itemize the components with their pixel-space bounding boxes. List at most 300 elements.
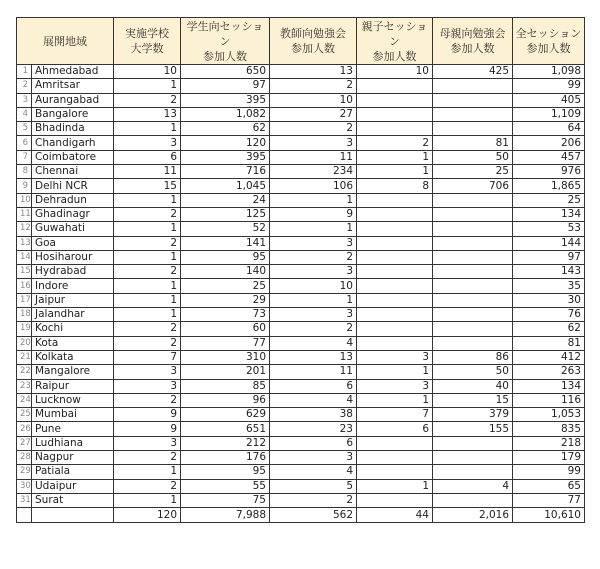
row-number: 21 — [17, 350, 32, 364]
total-sessions-cell: 30 — [513, 293, 585, 307]
total-sessions-cell: 405 — [513, 93, 585, 107]
header-mother-sessions — [433, 18, 513, 65]
schools-cell: 7 — [114, 350, 181, 364]
total-sessions-cell: 53 — [513, 222, 585, 236]
region-cell: Jalandhar — [32, 308, 114, 322]
table-row — [17, 193, 585, 207]
mother-sessions-cell — [433, 293, 513, 307]
student-sessions-cell: 212 — [181, 436, 270, 450]
teacher-sessions-cell: 3 — [270, 308, 357, 322]
row-number: 26 — [17, 422, 32, 436]
schools-cell: 1 — [114, 122, 181, 136]
table-row — [17, 308, 585, 322]
student-sessions-cell: 716 — [181, 165, 270, 179]
parent-child-sessions-cell — [357, 93, 433, 107]
total-sessions-cell: 77 — [513, 493, 585, 507]
region-cell: Pune — [32, 422, 114, 436]
parent-child-sessions-cell — [357, 308, 433, 322]
row-number: 15 — [17, 265, 32, 279]
row-number: 16 — [17, 279, 32, 293]
student-sessions-cell: 7,988 — [181, 508, 270, 523]
teacher-sessions-cell: 1 — [270, 193, 357, 207]
row-number: 29 — [17, 465, 32, 479]
header-line: 参加人数 — [291, 42, 335, 55]
total-sessions-cell: 134 — [513, 207, 585, 221]
schools-cell: 13 — [114, 107, 181, 121]
mother-sessions-cell — [433, 250, 513, 264]
mother-sessions-cell — [433, 493, 513, 507]
student-sessions-cell: 310 — [181, 350, 270, 364]
schools-cell: 1 — [114, 193, 181, 207]
mother-sessions-cell — [433, 193, 513, 207]
region-cell: Kolkata — [32, 350, 114, 364]
schools-cell: 1 — [114, 250, 181, 264]
region-cell: Jaipur — [32, 293, 114, 307]
mother-sessions-cell — [433, 308, 513, 322]
total-sessions-cell: 10,610 — [513, 508, 585, 523]
mother-sessions-cell: 50 — [433, 365, 513, 379]
table-row — [17, 222, 585, 236]
parent-child-sessions-cell — [357, 322, 433, 336]
schools-cell: 3 — [114, 379, 181, 393]
schools-cell: 9 — [114, 422, 181, 436]
region-cell: Patiala — [32, 465, 114, 479]
row-number: 31 — [17, 493, 32, 507]
student-sessions-cell: 1,082 — [181, 107, 270, 121]
region-cell: Amritsar — [32, 79, 114, 93]
teacher-sessions-cell: 11 — [270, 150, 357, 164]
total-sessions-cell: 1,865 — [513, 179, 585, 193]
mother-sessions-cell: 40 — [433, 379, 513, 393]
mother-sessions-cell: 50 — [433, 150, 513, 164]
region-cell — [32, 508, 114, 523]
parent-child-sessions-cell — [357, 207, 433, 221]
region-cell: Goa — [32, 236, 114, 250]
schools-cell: 2 — [114, 393, 181, 407]
parent-child-sessions-cell — [357, 193, 433, 207]
region-cell: Bhadinda — [32, 122, 114, 136]
student-sessions-cell: 25 — [181, 279, 270, 293]
parent-child-sessions-cell — [357, 265, 433, 279]
total-sessions-cell: 1,109 — [513, 107, 585, 121]
total-sessions-cell: 206 — [513, 136, 585, 150]
mother-sessions-cell — [433, 336, 513, 350]
region-cell: Kochi — [32, 322, 114, 336]
header-line: 展開地域 — [43, 34, 87, 48]
table-row — [17, 236, 585, 250]
mother-sessions-cell: 2,016 — [433, 508, 513, 523]
teacher-sessions-cell: 562 — [270, 508, 357, 523]
parent-child-sessions-cell — [357, 336, 433, 350]
student-sessions-cell: 85 — [181, 379, 270, 393]
total-sessions-cell: 412 — [513, 350, 585, 364]
total-sessions-cell: 64 — [513, 122, 585, 136]
row-number: 24 — [17, 393, 32, 407]
parent-child-sessions-cell — [357, 107, 433, 121]
schools-cell: 3 — [114, 436, 181, 450]
teacher-sessions-cell: 4 — [270, 336, 357, 350]
student-sessions-cell: 73 — [181, 308, 270, 322]
parent-child-sessions-cell — [357, 451, 433, 465]
header-schools — [114, 18, 181, 65]
parent-child-sessions-cell — [357, 293, 433, 307]
parent-child-sessions-cell: 3 — [357, 379, 433, 393]
table-row — [17, 451, 585, 465]
region-cell: Dehradun — [32, 193, 114, 207]
region-cell: Ghadinagr — [32, 207, 114, 221]
teacher-sessions-cell: 106 — [270, 179, 357, 193]
teacher-sessions-cell: 9 — [270, 207, 357, 221]
parent-child-sessions-cell: 1 — [357, 365, 433, 379]
row-number: 7 — [17, 150, 32, 164]
teacher-sessions-cell: 2 — [270, 250, 357, 264]
student-sessions-cell: 651 — [181, 422, 270, 436]
mother-sessions-cell — [433, 279, 513, 293]
mother-sessions-cell — [433, 222, 513, 236]
mother-sessions-cell: 15 — [433, 393, 513, 407]
student-sessions-cell: 120 — [181, 136, 270, 150]
schools-cell: 120 — [114, 508, 181, 523]
parent-child-sessions-cell — [357, 465, 433, 479]
row-number: 25 — [17, 408, 32, 422]
header-line: 大学数 — [130, 42, 164, 55]
schools-cell: 2 — [114, 479, 181, 493]
mother-sessions-cell — [433, 436, 513, 450]
region-cell: Chennai — [32, 165, 114, 179]
mother-sessions-cell — [433, 93, 513, 107]
mother-sessions-cell: 379 — [433, 408, 513, 422]
total-sessions-cell: 1,098 — [513, 65, 585, 79]
table-row — [17, 250, 585, 264]
parent-child-sessions-cell — [357, 493, 433, 507]
table-row — [17, 207, 585, 221]
teacher-sessions-cell: 2 — [270, 79, 357, 93]
table-row — [17, 65, 585, 79]
teacher-sessions-cell: 2 — [270, 322, 357, 336]
mother-sessions-cell — [433, 236, 513, 250]
total-sessions-cell: 81 — [513, 336, 585, 350]
schools-cell: 6 — [114, 150, 181, 164]
teacher-sessions-cell: 3 — [270, 265, 357, 279]
table-row — [17, 279, 585, 293]
table-row — [17, 350, 585, 364]
row-number: 23 — [17, 379, 32, 393]
student-sessions-cell: 97 — [181, 79, 270, 93]
table-row — [17, 122, 585, 136]
schools-cell: 1 — [114, 465, 181, 479]
student-sessions-cell: 77 — [181, 336, 270, 350]
parent-child-sessions-cell: 1 — [357, 165, 433, 179]
row-number: 20 — [17, 336, 32, 350]
row-number: 30 — [17, 479, 32, 493]
header-line: 母親向勉強会 — [439, 27, 506, 40]
header-region — [17, 18, 114, 65]
parent-child-sessions-cell — [357, 222, 433, 236]
row-number: 17 — [17, 293, 32, 307]
region-cell: Mumbai — [32, 408, 114, 422]
teacher-sessions-cell: 6 — [270, 436, 357, 450]
header-student-sessions — [181, 18, 270, 65]
student-sessions-cell: 629 — [181, 408, 270, 422]
mother-sessions-cell — [433, 451, 513, 465]
mother-sessions-cell — [433, 265, 513, 279]
totals-row — [17, 508, 585, 523]
table-row — [17, 179, 585, 193]
parent-child-sessions-cell: 1 — [357, 150, 433, 164]
participation-table — [16, 17, 585, 523]
parent-child-sessions-cell: 2 — [357, 136, 433, 150]
schools-cell: 2 — [114, 265, 181, 279]
total-sessions-cell: 143 — [513, 265, 585, 279]
row-number: 12 — [17, 222, 32, 236]
schools-cell: 2 — [114, 93, 181, 107]
parent-child-sessions-cell — [357, 79, 433, 93]
schools-cell: 2 — [114, 236, 181, 250]
table-row — [17, 422, 585, 436]
mother-sessions-cell: 25 — [433, 165, 513, 179]
teacher-sessions-cell: 1 — [270, 293, 357, 307]
total-sessions-cell: 1,053 — [513, 408, 585, 422]
schools-cell: 1 — [114, 293, 181, 307]
parent-child-sessions-cell — [357, 250, 433, 264]
header-teacher-sessions — [270, 18, 357, 65]
region-cell: Surat — [32, 493, 114, 507]
table-row — [17, 150, 585, 164]
header-line: 参加人数 — [450, 42, 495, 55]
mother-sessions-cell: 425 — [433, 65, 513, 79]
student-sessions-cell: 650 — [181, 65, 270, 79]
region-cell: Hosiharour — [32, 250, 114, 264]
row-number: 3 — [17, 93, 32, 107]
teacher-sessions-cell: 11 — [270, 365, 357, 379]
parent-child-sessions-cell: 1 — [357, 393, 433, 407]
student-sessions-cell: 75 — [181, 493, 270, 507]
table-row — [17, 136, 585, 150]
schools-cell: 1 — [114, 308, 181, 322]
total-sessions-cell: 835 — [513, 422, 585, 436]
header-line: 学生向セッション — [186, 19, 264, 48]
region-cell: Hydrabad — [32, 265, 114, 279]
student-sessions-cell: 24 — [181, 193, 270, 207]
schools-cell: 15 — [114, 179, 181, 193]
total-sessions-cell: 144 — [513, 236, 585, 250]
row-number — [17, 508, 32, 523]
mother-sessions-cell — [433, 465, 513, 479]
header-line: 参加人数 — [203, 49, 247, 63]
teacher-sessions-cell: 2 — [270, 122, 357, 136]
student-sessions-cell: 95 — [181, 465, 270, 479]
parent-child-sessions-cell: 6 — [357, 422, 433, 436]
table-row — [17, 436, 585, 450]
student-sessions-cell: 62 — [181, 122, 270, 136]
teacher-sessions-cell: 6 — [270, 379, 357, 393]
row-number: 28 — [17, 451, 32, 465]
schools-cell: 2 — [114, 451, 181, 465]
parent-child-sessions-cell: 7 — [357, 408, 433, 422]
table-row — [17, 379, 585, 393]
table-row — [17, 336, 585, 350]
table-row — [17, 265, 585, 279]
parent-child-sessions-cell — [357, 122, 433, 136]
region-cell: Chandigarh — [32, 136, 114, 150]
total-sessions-cell: 263 — [513, 365, 585, 379]
region-cell: Indore — [32, 279, 114, 293]
teacher-sessions-cell: 10 — [270, 93, 357, 107]
schools-cell: 1 — [114, 493, 181, 507]
total-sessions-cell: 976 — [513, 165, 585, 179]
teacher-sessions-cell: 23 — [270, 422, 357, 436]
total-sessions-cell: 218 — [513, 436, 585, 450]
region-cell: Delhi NCR — [32, 179, 114, 193]
teacher-sessions-cell: 13 — [270, 350, 357, 364]
table-body — [17, 65, 585, 523]
region-cell: Mangalore — [32, 365, 114, 379]
region-cell: Raipur — [32, 379, 114, 393]
student-sessions-cell: 201 — [181, 365, 270, 379]
region-cell: Nagpur — [32, 451, 114, 465]
total-sessions-cell: 65 — [513, 479, 585, 493]
header-line: 参加人数 — [526, 42, 571, 55]
row-number: 2 — [17, 79, 32, 93]
region-cell: Ludhiana — [32, 436, 114, 450]
mother-sessions-cell — [433, 122, 513, 136]
region-cell: Udaipur — [32, 479, 114, 493]
schools-cell: 2 — [114, 207, 181, 221]
teacher-sessions-cell: 27 — [270, 107, 357, 121]
row-number: 8 — [17, 165, 32, 179]
schools-cell: 11 — [114, 165, 181, 179]
row-number: 10 — [17, 193, 32, 207]
header-line: 実施学校 — [125, 27, 169, 40]
row-number: 14 — [17, 250, 32, 264]
header-row — [17, 18, 585, 65]
mother-sessions-cell — [433, 79, 513, 93]
teacher-sessions-cell: 4 — [270, 465, 357, 479]
row-number: 9 — [17, 179, 32, 193]
total-sessions-cell: 116 — [513, 393, 585, 407]
teacher-sessions-cell: 10 — [270, 279, 357, 293]
region-cell: Kota — [32, 336, 114, 350]
header-line: 教師向勉強会 — [280, 27, 346, 40]
teacher-sessions-cell: 1 — [270, 222, 357, 236]
mother-sessions-cell — [433, 322, 513, 336]
row-number: 18 — [17, 308, 32, 322]
row-number: 5 — [17, 122, 32, 136]
row-number: 6 — [17, 136, 32, 150]
table-row — [17, 322, 585, 336]
parent-child-sessions-cell: 3 — [357, 350, 433, 364]
total-sessions-cell: 97 — [513, 250, 585, 264]
table-row — [17, 365, 585, 379]
schools-cell: 1 — [114, 279, 181, 293]
parent-child-sessions-cell: 8 — [357, 179, 433, 193]
mother-sessions-cell — [433, 107, 513, 121]
student-sessions-cell: 1,045 — [181, 179, 270, 193]
total-sessions-cell: 134 — [513, 379, 585, 393]
header-total-sessions — [513, 18, 585, 65]
student-sessions-cell: 140 — [181, 265, 270, 279]
table-row — [17, 465, 585, 479]
total-sessions-cell: 457 — [513, 150, 585, 164]
schools-cell: 1 — [114, 79, 181, 93]
table-row — [17, 408, 585, 422]
teacher-sessions-cell: 38 — [270, 408, 357, 422]
parent-child-sessions-cell — [357, 279, 433, 293]
student-sessions-cell: 125 — [181, 207, 270, 221]
total-sessions-cell: 35 — [513, 279, 585, 293]
schools-cell: 3 — [114, 365, 181, 379]
student-sessions-cell: 395 — [181, 93, 270, 107]
total-sessions-cell: 62 — [513, 322, 585, 336]
table-row — [17, 479, 585, 493]
total-sessions-cell: 179 — [513, 451, 585, 465]
teacher-sessions-cell: 2 — [270, 493, 357, 507]
parent-child-sessions-cell: 1 — [357, 479, 433, 493]
table-row — [17, 79, 585, 93]
region-cell: Lucknow — [32, 393, 114, 407]
total-sessions-cell: 99 — [513, 465, 585, 479]
total-sessions-cell: 99 — [513, 79, 585, 93]
row-number: 22 — [17, 365, 32, 379]
teacher-sessions-cell: 5 — [270, 479, 357, 493]
mother-sessions-cell: 81 — [433, 136, 513, 150]
student-sessions-cell: 55 — [181, 479, 270, 493]
student-sessions-cell: 176 — [181, 451, 270, 465]
mother-sessions-cell — [433, 207, 513, 221]
region-cell: Ahmedabad — [32, 65, 114, 79]
header-line: 親子セッション — [361, 19, 428, 48]
row-number: 11 — [17, 207, 32, 221]
table-row — [17, 493, 585, 507]
teacher-sessions-cell: 3 — [270, 136, 357, 150]
table-row — [17, 393, 585, 407]
table-row — [17, 293, 585, 307]
student-sessions-cell: 96 — [181, 393, 270, 407]
total-sessions-cell: 25 — [513, 193, 585, 207]
parent-child-sessions-cell — [357, 236, 433, 250]
row-number: 4 — [17, 107, 32, 121]
teacher-sessions-cell: 4 — [270, 393, 357, 407]
student-sessions-cell: 141 — [181, 236, 270, 250]
mother-sessions-cell: 4 — [433, 479, 513, 493]
mother-sessions-cell: 86 — [433, 350, 513, 364]
row-number: 27 — [17, 436, 32, 450]
region-cell: Aurangabad — [32, 93, 114, 107]
row-number: 19 — [17, 322, 32, 336]
table-row — [17, 93, 585, 107]
schools-cell: 1 — [114, 222, 181, 236]
schools-cell: 9 — [114, 408, 181, 422]
parent-child-sessions-cell: 10 — [357, 65, 433, 79]
region-cell: Coimbatore — [32, 150, 114, 164]
teacher-sessions-cell: 3 — [270, 236, 357, 250]
student-sessions-cell: 29 — [181, 293, 270, 307]
header-line: 参加人数 — [372, 49, 417, 63]
student-sessions-cell: 395 — [181, 150, 270, 164]
row-number: 13 — [17, 236, 32, 250]
student-sessions-cell: 52 — [181, 222, 270, 236]
schools-cell: 2 — [114, 322, 181, 336]
region-cell: Bangalore — [32, 107, 114, 121]
header-line: 全セッション — [515, 27, 582, 40]
schools-cell: 3 — [114, 136, 181, 150]
mother-sessions-cell: 155 — [433, 422, 513, 436]
region-cell: Guwahati — [32, 222, 114, 236]
teacher-sessions-cell: 13 — [270, 65, 357, 79]
table-row — [17, 107, 585, 121]
teacher-sessions-cell: 234 — [270, 165, 357, 179]
row-number: 1 — [17, 65, 32, 79]
